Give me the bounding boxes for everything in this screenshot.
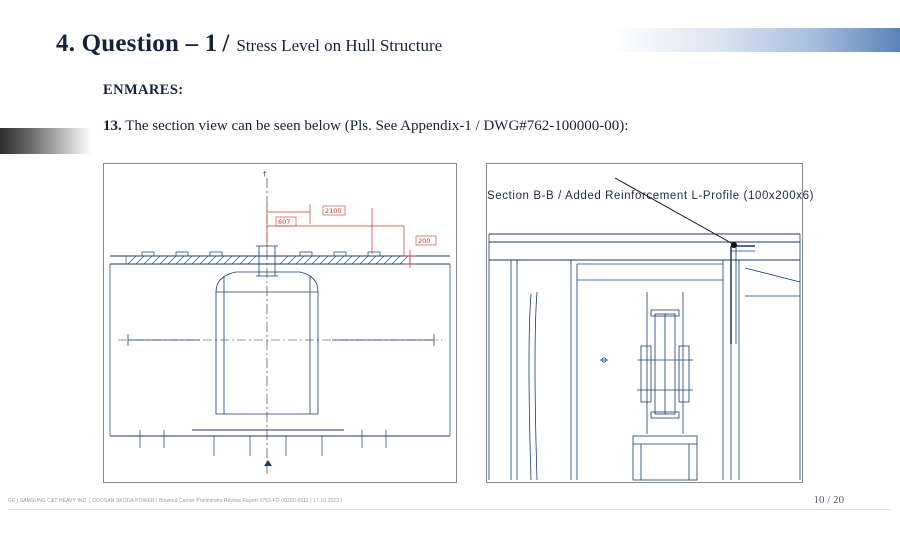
hull-section-drawing <box>103 163 457 483</box>
footer-note: GE | SAMSUNG C&T HEAVY IND. | DOOSAN SKODA POWER | Blowout Corner Preliminary Review Report #762-FD-00200-0112 | 17.10.2023 | <box>8 498 343 504</box>
page-title-separator: / <box>222 30 230 57</box>
left-gradient-bar <box>0 128 92 154</box>
section-bb-reinforcement-drawing <box>486 163 803 483</box>
page-title <box>56 30 442 58</box>
page-title-main: 4. Question – 1 <box>56 30 218 57</box>
item-number: 13. <box>103 118 122 134</box>
header-gradient-bar <box>610 28 900 52</box>
item-text: The section view can be seen below (Pls. See Appendix-1 / DWG#762-100000-00): <box>125 118 629 134</box>
section-bb-caption: Section B-B / Added Reinforcement L-Profile (100x200x6) <box>487 190 815 202</box>
svg-text:607: 607 <box>278 218 291 226</box>
page-title-subtitle: Stress Level on Hull Structure <box>236 36 443 55</box>
svg-text:200: 200 <box>418 237 431 245</box>
subheading-enmares: ENMARES: <box>103 82 184 98</box>
svg-text:2100: 2100 <box>325 207 342 215</box>
item-paragraph <box>103 118 628 135</box>
footer-divider <box>8 509 892 510</box>
page-number: 10 / 20 <box>813 494 844 506</box>
svg-text:†: † <box>263 170 267 178</box>
